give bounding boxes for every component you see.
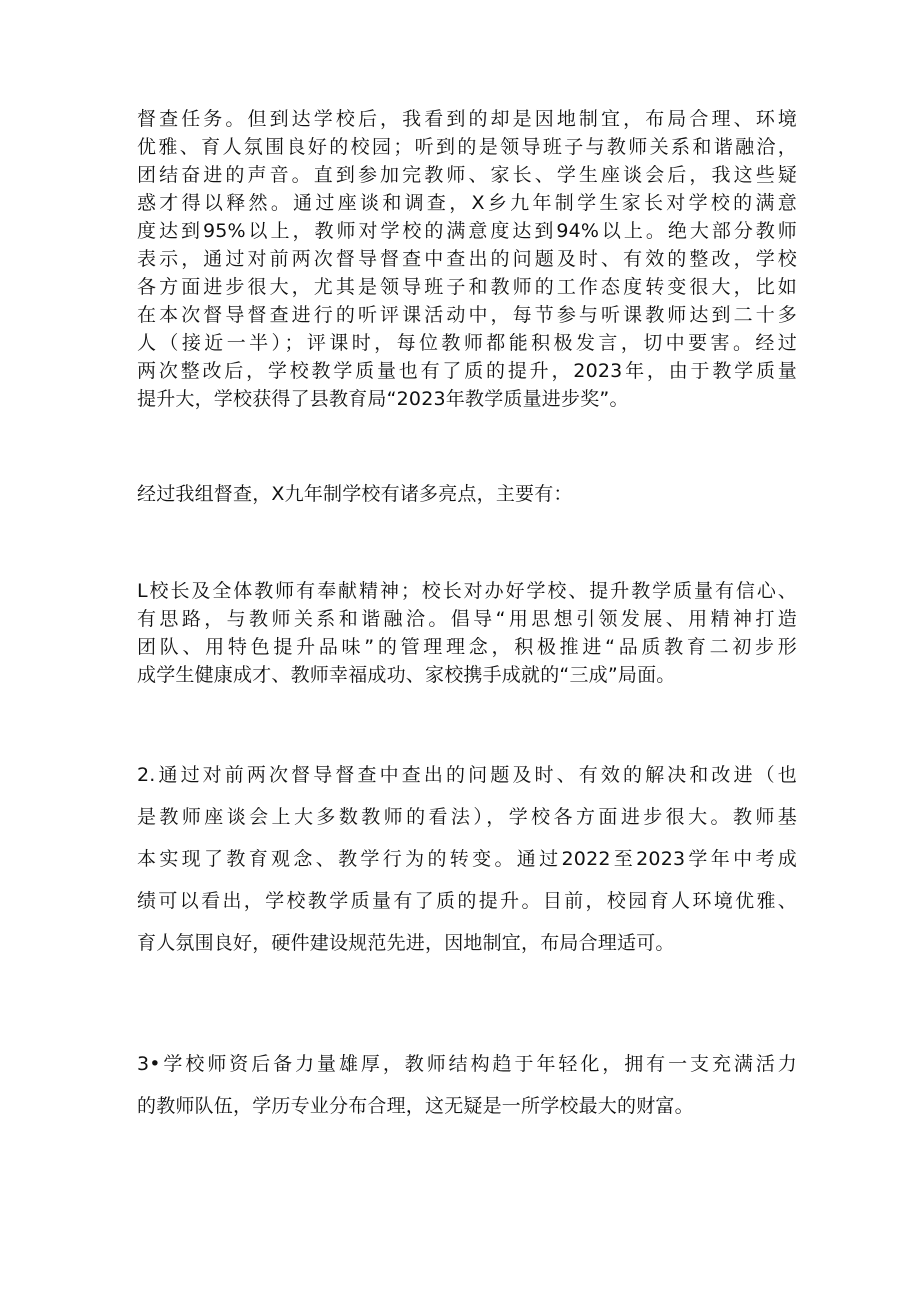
text-line: 人（接近一半）；评课时，每位教师都能积极发言，切中要害。经过 — [137, 332, 797, 354]
text-line: 团结奋进的声音。直到参加完教师、家长、学生座谈会后，我这些疑 — [137, 164, 797, 186]
text-line: 育人氛围良好，硬件建设规范先进，因地制宜，布局合理适可。 — [137, 932, 675, 954]
paragraph-highlight-3 — [137, 1043, 797, 1127]
text-line: 团队、用特色提升品味”的管理理念，积极推进“品质教育二初步形 — [137, 636, 797, 658]
text-line: 度达到95%以上，教师对学校的满意度达到94%以上。绝大部分教师 — [137, 220, 797, 242]
paragraph-inspection-findings — [137, 105, 797, 413]
paragraph-highlight-2 — [137, 754, 797, 964]
text-line: 在本次督导督查进行的听评课活动中，每节参与听课教师达到二十多 — [137, 304, 797, 326]
text-line: 各方面进步很大，尤其是领导班子和教师的工作态度转变很大，比如 — [137, 276, 797, 298]
text-line: 成学生健康成才、教师幸福成功、家校携手成就的“三成”局面。 — [137, 664, 676, 686]
text-line: 两次整改后，学校教学质量也有了质的提升，2023年，由于教学质量 — [137, 360, 797, 382]
text-line: 有思路，与教师关系和谐融洽。倡导“用思想引领发展、用精神打造 — [137, 608, 797, 630]
text-line: 绩可以看出，学校教学质量有了质的提升。目前，校园育人环境优雅、 — [137, 890, 797, 912]
text-line: 督查任务。但到达学校后，我看到的却是因地制宜，布局合理、环境 — [137, 108, 797, 130]
text-line: 是教师座谈会上大多数教师的看法），学校各方面进步很大。教师基 — [137, 806, 797, 828]
text-line: 提升大，学校获得了县教育局“2023年教学质量进步奖”。 — [137, 388, 629, 410]
paragraph-highlights-intro — [137, 480, 797, 508]
text-line: 优雅、育人氛围良好的校园；听到的是领导班子与教师关系和谐融洽， — [137, 136, 797, 158]
text-line: 的教师队伍，学历专业分布合理，这无疑是一所学校最大的财富。 — [137, 1095, 694, 1117]
text-line: 惑才得以释然。通过座谈和调查，X乡九年制学生家长对学校的满意 — [137, 192, 797, 214]
text-line: 本实现了教育观念、教学行为的转变。通过2022至2023学年中考成 — [137, 848, 797, 870]
text-line: L校长及全体教师有奉献精神；校长对办好学校、提升教学质量有信心、 — [137, 580, 797, 602]
text-line: 3•学校师资后备力量雄厚，教师结构趋于年轻化，拥有一支充满活力 — [137, 1053, 797, 1075]
text-line: 表示，通过对前两次督导督查中查出的问题及时、有效的整改，学校 — [137, 248, 797, 270]
text-line: 经过我组督查，X九年制学校有诸多亮点，主要有： — [137, 483, 573, 505]
text-line: 2.通过对前两次督导督查中查出的问题及时、有效的解决和改进（也 — [137, 764, 797, 786]
paragraph-highlight-1 — [137, 577, 797, 689]
